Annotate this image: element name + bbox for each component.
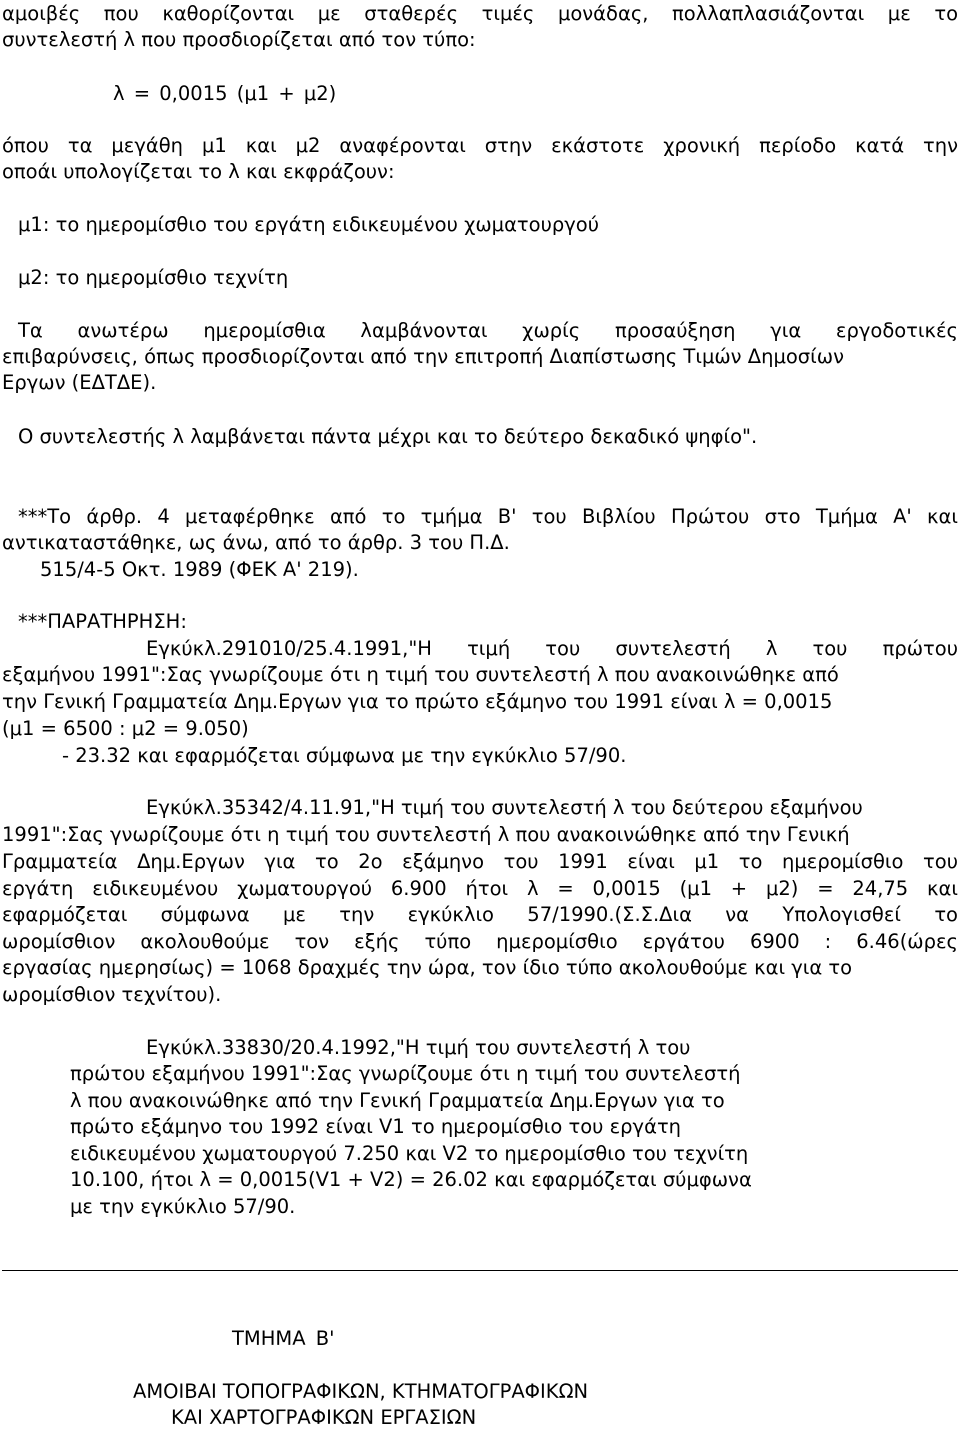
wages-line-3: Εργων (ΕΔΤΔΕ).	[2, 371, 157, 394]
intro-line-2: συντελεστή λ που προσδιορίζεται από τον τύπο:	[2, 28, 476, 51]
where-line-1: όπου τα μεγάθη μ1 και μ2 αναφέρονται στην εκάστοτε χρονική περίοδο κατά την	[2, 134, 958, 157]
circular-3-line-7: με την εγκύκλιο 57/90.	[70, 1195, 296, 1218]
circular-3-line-5: ειδικευμένου χωματουργού 7.250 και V2 το ημερομίσθιο του τεχνίτη	[70, 1142, 749, 1165]
circular-1-line-5: - 23.32 και εφαρμόζεται σύμφωνα με την εγκύκλιο 57/90.	[62, 744, 627, 767]
where-line-2: οποάι υπολογίζεται το λ και εκφράζουν:	[2, 160, 395, 183]
circular-2-line-8: ωρομίσθιον τεχνίτου).	[2, 983, 222, 1006]
mu1-definition: μ1: το ημερομίσθιο του εργάτη ειδικευμένου χωματουργού	[18, 213, 600, 236]
intro-line-1: αμοιβές που καθορίζονται με σταθερές τιμές μονάδας, πολλαπλασιάζονται με το	[2, 2, 958, 25]
circular-2-line-6: ωρομίσθιον ακολουθούμε τον εξής τύπο ημερομίσθιο εργάτου 6900 : 6.46(ώρες	[2, 930, 958, 953]
article-note-line-2: αντικαταστάθηκε, ως άνω, από το άρθρ. 3 του Π.Δ.	[2, 531, 510, 554]
wages-line-1: Τα ανωτέρω ημερομίσθια λαμβάνονται χωρίς προσαύξηση για εργοδοτικές	[18, 319, 958, 342]
mu2-definition: μ2: το ημερομίσθιο τεχνίτη	[18, 266, 289, 289]
circular-1-line-2: εξαμήνου 1991":Σας γνωρίζουμε ότι η τιμή του συντελεστή λ που ανακοινώθηκε από	[2, 663, 839, 686]
horizontal-rule	[2, 1270, 958, 1271]
circular-3-line-2: πρώτου εξαμήνου 1991":Σας γνωρίζουμε ότι η τιμή του συντελεστή	[70, 1062, 741, 1085]
remark-heading: ***ΠΑΡΑΤΗΡΗΣΗ:	[18, 610, 187, 633]
article-note-line-3: 515/4-5 Οκτ. 1989 (ΦΕΚ Α' 219).	[40, 558, 359, 581]
circular-3-line-1: Εγκύκλ.33830/20.4.1992,"Η τιμή του συντελεστή λ του	[146, 1036, 691, 1059]
circular-3-line-6: 10.100, ήτοι λ = 0,0015(V1 + V2) = 26.02 και εφαρμόζεται σύμφωνα	[70, 1168, 752, 1191]
circular-2-line-5: εφαρμόζεται σύμφωνα με την εγκύκλιο 57/1990.(Σ.Σ.Δια να Υπολογισθεί το	[2, 903, 958, 926]
circular-2-line-7: εργασίας ημερησίως) = 1068 δραχμές την ώρα, τον ίδιο τύπο ακολουθούμε και για το	[2, 956, 853, 979]
circular-2-line-4: εργάτη ειδικευμένου χωματουργού 6.900 ήτοι λ = 0,0015 (μ1 + μ2) = 24,75 και	[2, 877, 958, 900]
section-title-line-2: ΚΑΙ ΧΑΡΤΟΓΡΑΦΙΚΩΝ ΕΡΓΑΣΙΩΝ	[171, 1406, 477, 1429]
circular-1-line-1: Εγκύκλ.291010/25.4.1991,"Η τιμή του συντελεστή λ του πρώτου	[146, 637, 958, 660]
circular-2-line-1: Εγκύκλ.35342/4.11.91,"Η τιμή του συντελεστή λ του δεύτερου εξαμήνου	[146, 796, 863, 819]
wages-line-2: επιβαρύνσεις, όπως προσδιορίζονται από την επιτροπή Διαπίστωσης Τιμών Δημοσίων	[2, 345, 844, 368]
circular-2-line-3: Γραμματεία Δημ.Εργων για το 2ο εξάμηνο του 1991 είναι μ1 το ημερομίσθιο του	[2, 850, 958, 873]
circular-1-line-4: (μ1 = 6500 : μ2 = 9.050)	[2, 717, 249, 740]
formula: λ = 0,0015 (μ1 + μ2)	[113, 82, 337, 105]
circular-2-line-2: 1991":Σας γνωρίζουμε ότι η τιμή του συντελεστή λ που ανακοινώθηκε από την Γενική	[2, 823, 850, 846]
section-label: ΤΜΗΜΑ Β'	[232, 1327, 335, 1350]
circular-3-line-4: πρώτο εξάμηνο του 1992 είναι V1 το ημερομίσθιο του εργάτη	[70, 1115, 682, 1138]
article-note-line-1: ***Το άρθρ. 4 μεταφέρθηκε από το τμήμα Β' του Βιβλίου Πρώτου στο Τμήμα Α' και	[18, 505, 958, 528]
coefficient-note: Ο συντελεστής λ λαμβάνεται πάντα μέχρι και το δεύτερο δεκαδικό ψηφίο".	[18, 425, 758, 448]
section-title-line-1: ΑΜΟΙΒΑΙ ΤΟΠΟΓΡΑΦΙΚΩΝ, ΚΤΗΜΑΤΟΓΡΑΦΙΚΩΝ	[133, 1380, 589, 1403]
circular-1-line-3: την Γενική Γραμματεία Δημ.Εργων για το πρώτο εξάμηνο του 1991 είναι λ = 0,0015	[2, 690, 833, 713]
circular-3-line-3: λ που ανακοινώθηκε από την Γενική Γραμματεία Δημ.Εργων για το	[70, 1089, 725, 1112]
